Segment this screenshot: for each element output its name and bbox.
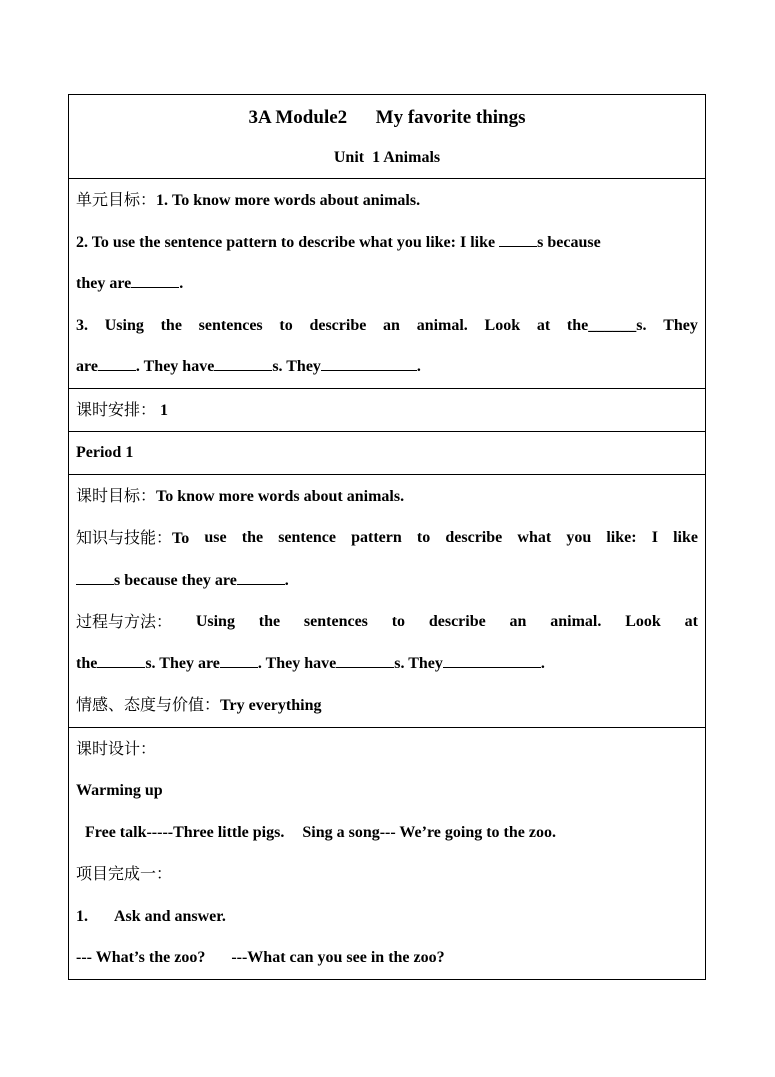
unit-goal-text-1: 1. To know more words about animals. xyxy=(156,192,421,209)
attitude-label: 情感、态度与价值： xyxy=(76,695,221,714)
word: Using xyxy=(195,613,235,630)
word: 3. xyxy=(76,316,88,334)
unit-goal-text-2b: s because xyxy=(537,233,601,251)
word: I xyxy=(651,529,658,546)
skills-line-2 xyxy=(76,560,698,602)
fill-blank xyxy=(220,653,258,668)
fill-blank xyxy=(237,570,285,585)
question-line xyxy=(76,937,698,979)
process-text-2a: the xyxy=(76,654,98,672)
unit-goal-text-5b: . They have xyxy=(135,358,215,375)
activity-line xyxy=(76,812,698,854)
fill-blank xyxy=(214,356,272,371)
lesson-plan-sheet xyxy=(68,94,706,980)
word: sentences xyxy=(303,613,368,630)
process-text-2c: . They have xyxy=(257,654,337,672)
attitude-text: Try everything xyxy=(220,697,322,714)
warming-up: Warming up xyxy=(76,782,163,799)
unit-goal-line-5 xyxy=(76,346,698,388)
period-label: Period 1 xyxy=(76,444,134,461)
process-text-2d: s. They xyxy=(394,654,443,672)
word: at xyxy=(536,316,551,334)
process-line-1 xyxy=(76,601,698,643)
word: pattern xyxy=(351,529,402,546)
fill-blank xyxy=(336,653,394,668)
word: like: xyxy=(606,529,637,546)
lesson-plan-table xyxy=(68,94,706,980)
free-talk: Free talk-----Three little pigs. xyxy=(85,823,285,841)
unit-goal-text-3a: they are xyxy=(76,275,132,292)
fill-blank xyxy=(97,653,145,668)
unit-goals-row xyxy=(69,179,706,389)
lesson-goals-row xyxy=(69,474,706,727)
word: To xyxy=(172,530,190,547)
lesson-goal-line xyxy=(76,475,698,518)
document-title: 3A Module2 My favorite things xyxy=(248,107,526,128)
word: at xyxy=(684,613,698,630)
word: the xyxy=(258,613,281,630)
header-row xyxy=(69,95,706,179)
skills-line-1 xyxy=(76,517,698,560)
word: Using xyxy=(104,316,144,334)
fill-blank xyxy=(443,653,541,668)
word: to xyxy=(416,529,431,546)
unit-goal-line-1 xyxy=(76,179,698,222)
design-row xyxy=(69,727,706,979)
word: describe xyxy=(445,529,503,546)
fill-blank xyxy=(499,232,537,247)
word: describe xyxy=(428,613,486,630)
item-line xyxy=(76,896,698,938)
fill-blank xyxy=(98,356,136,371)
attitude-line xyxy=(76,684,698,727)
skills-text-2b: . xyxy=(284,571,289,589)
unit-goal-text-3b: . xyxy=(179,275,184,292)
schedule-line xyxy=(76,389,698,432)
unit-goal-text-5a: are xyxy=(76,358,98,375)
period-row xyxy=(69,432,706,475)
process-text-2b: s. They are xyxy=(145,654,220,672)
lesson-goal-text: To know more words about animals. xyxy=(156,487,405,505)
unit-title: Unit 1 Animals xyxy=(333,149,441,166)
question-2: ---What can you see in the zoo? xyxy=(231,949,445,966)
skills-text-2a: s because they are xyxy=(114,571,237,589)
word: Look xyxy=(625,613,661,630)
word: sentences xyxy=(198,316,263,334)
word: the xyxy=(160,316,182,334)
project-label xyxy=(76,853,698,896)
word: sentence xyxy=(278,529,336,546)
design-label xyxy=(76,728,698,771)
process-text-2e: . xyxy=(540,654,545,672)
word: an xyxy=(509,613,527,630)
word: an xyxy=(383,316,400,334)
unit-goals-label: 单元目标： xyxy=(76,190,157,209)
item-text: Ask and answer. xyxy=(114,907,226,925)
fill-blank xyxy=(76,570,114,585)
lesson-goal-label: 课时目标： xyxy=(76,485,157,505)
word: describe xyxy=(309,316,367,334)
word: the xyxy=(241,529,264,546)
fill-blank xyxy=(131,273,179,288)
word: use xyxy=(204,529,227,546)
schedule-row xyxy=(69,388,706,432)
word: what xyxy=(517,529,552,546)
fill-blank xyxy=(321,356,417,371)
word: They xyxy=(663,316,698,334)
unit-goal-text-5d: . xyxy=(416,358,421,375)
word: to xyxy=(279,316,293,334)
word: animal. xyxy=(550,613,602,630)
word: animal. xyxy=(416,316,468,334)
design-label-text: 课时设计： xyxy=(76,738,157,758)
word: you xyxy=(566,529,592,546)
word: to xyxy=(391,613,406,630)
schedule-value: 1 xyxy=(160,401,169,419)
skills-label: 知识与技能： xyxy=(76,528,173,547)
process-line-2 xyxy=(76,643,698,685)
unit-goal-line-2 xyxy=(76,222,698,264)
item-number: 1. xyxy=(76,907,88,925)
schedule-label: 课时安排： xyxy=(76,399,157,419)
unit-goal-text-5c: s. They xyxy=(272,358,321,375)
unit-goal-line-3 xyxy=(76,263,698,305)
question-1: --- What’s the zoo? xyxy=(76,949,206,966)
sing-song: Sing a song--- We’re going to the zoo. xyxy=(302,823,556,841)
word: the______s. xyxy=(566,316,647,334)
unit-goal-line-4 xyxy=(76,305,698,347)
process-label: 过程与方法： xyxy=(76,612,173,631)
project-label-text: 项目完成一： xyxy=(76,864,173,883)
unit-goal-text-2a: 2. To use the sentence pattern to describe what you like: I like xyxy=(76,233,496,251)
word: Look xyxy=(484,316,521,334)
word: like xyxy=(673,529,698,546)
